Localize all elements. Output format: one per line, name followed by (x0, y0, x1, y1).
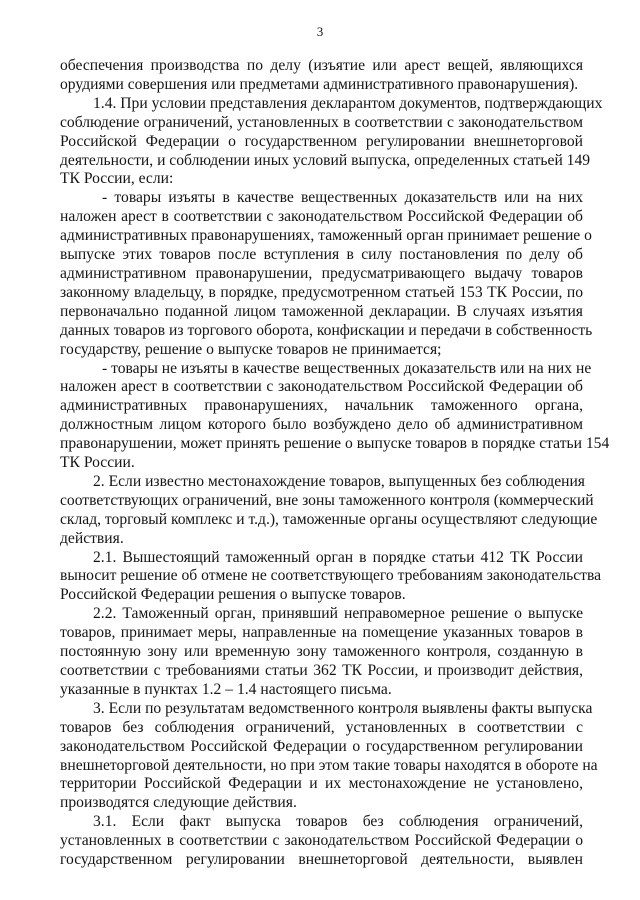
paragraph (60, 699, 598, 813)
text-line: данных товаров из торгового оборота, конфискации и передачи в собственность (60, 321, 593, 339)
text-line: 2.2. Таможенный орган, принявший неправомерное решение о выпуске (93, 605, 583, 623)
text-line: административном правонарушении, предусматривающего выдачу товаров (60, 264, 583, 282)
text-line: внешнеторговой деятельности, но при этом такие товары находятся в обороте на (60, 756, 598, 774)
text-line: - товары не изъяты в качестве вещественных доказательств или на них не (102, 359, 592, 377)
text-line: административных правонарушениях, таможенный орган принимает решение о (60, 227, 592, 245)
paragraph (60, 189, 593, 359)
paragraph (60, 57, 583, 95)
text-line: выносит решение об отмене не соответствующего требованиям законодательства (60, 567, 602, 585)
text-line: 2.1. Вышестоящий таможенный орган в порядке статьи 412 ТК России (93, 548, 583, 566)
text-line: склад, торговый комплекс и т.д.), таможенные органы осуществляют следующие (60, 510, 598, 528)
text-line: деятельности, и соблюдении иных условий выпуска, определенных статьей 149 (60, 151, 591, 169)
text-line: 1.4. При условии представления декларантом документов, подтверждающих (93, 94, 603, 112)
text-line: должностным лицом которого было возбуждено дело об административном (60, 416, 583, 434)
text-line: ТК России. (60, 454, 135, 472)
paragraph (60, 605, 583, 700)
text-line: административных правонарушениях, начальник таможенного органа, (60, 397, 583, 415)
text-line: 2. Если известно местонахождение товаров, выпущенных без соблюдения (93, 472, 585, 490)
text-line: правонарушении, может принять решение о выпуске товаров в порядке статьи 154 (60, 435, 610, 453)
text-line: Российской Федерации решения о выпуске товаров. (60, 586, 406, 604)
paragraph (60, 548, 602, 606)
text-line: государственном регулировании внешнеторговой деятельности, выявлен (60, 851, 583, 869)
paragraph (60, 359, 610, 473)
text-line: указанные в пунктах 1.2 – 1.4 настоящего письма. (60, 680, 392, 698)
text-line: соблюдение ограничений, установленных в соответствии с законодательством (60, 113, 583, 131)
text-line: первоначально поданной лицом таможенной декларации. В случаях изъятия (60, 302, 583, 320)
text-line: наложен арест в соответствии с законодательством Российской Федерации об (60, 378, 583, 396)
text-line: выпуске этих товаров после вступления в силу постановления по делу об (60, 246, 583, 264)
text-line: установленных в соответствии с законодательством Российской Федерации о (60, 832, 583, 850)
text-line: ТК России, если: (60, 170, 174, 188)
text-line: 3.1. Если факт выпуска товаров без соблюдения ограничений, (93, 813, 583, 831)
text-line: товаров без соблюдения ограничений, установленных в соответствии с (60, 718, 583, 736)
text-line: государству, решение о выпуске товаров не принимается; (60, 340, 442, 358)
text-line: законодательством Российской Федерации о государственном регулировании (60, 737, 583, 755)
text-line: соответствующих ограничений, вне зоны таможенного контроля (коммерческий (60, 491, 594, 509)
text-line: - товары изъяты в качестве вещественных доказательств или на них (102, 189, 583, 207)
text-line: Российской Федерации о государственном регулировании внешнеторговой (60, 132, 583, 150)
text-line: товаров, принимает меры, направленные на помещение указанных товаров в (60, 624, 583, 642)
text-line: соответствии с требованиями статьи 362 ТК России, и производит действия, (60, 662, 583, 679)
paragraph (60, 94, 603, 190)
text-line: территории Российской Федерации и их местонахождение не установлено, (60, 775, 583, 793)
text-line: производятся следующие действия. (60, 794, 297, 812)
paragraph (60, 813, 583, 870)
text-line: обеспечения производства по делу (изъятие или арест вещей, являющихся (60, 57, 583, 74)
text-line: постоянную зону или временную зону таможенного контроля, созданную в (60, 643, 583, 661)
text-line: наложен арест в соответствии с законодательством Российской Федерации об (60, 208, 583, 226)
text-line: 3. Если по результатам ведомственного контроля выявлены факты выпуска (93, 699, 593, 717)
page-number: 3 (316, 24, 324, 39)
text-line: действия. (60, 529, 124, 547)
document-body (60, 57, 610, 870)
paragraph (60, 472, 598, 549)
text-line: законному владельцу, в порядке, предусмотренном статьей 153 ТК России, по (60, 283, 583, 301)
text-line: орудиями совершения или предметами административного правонарушения). (60, 75, 579, 93)
